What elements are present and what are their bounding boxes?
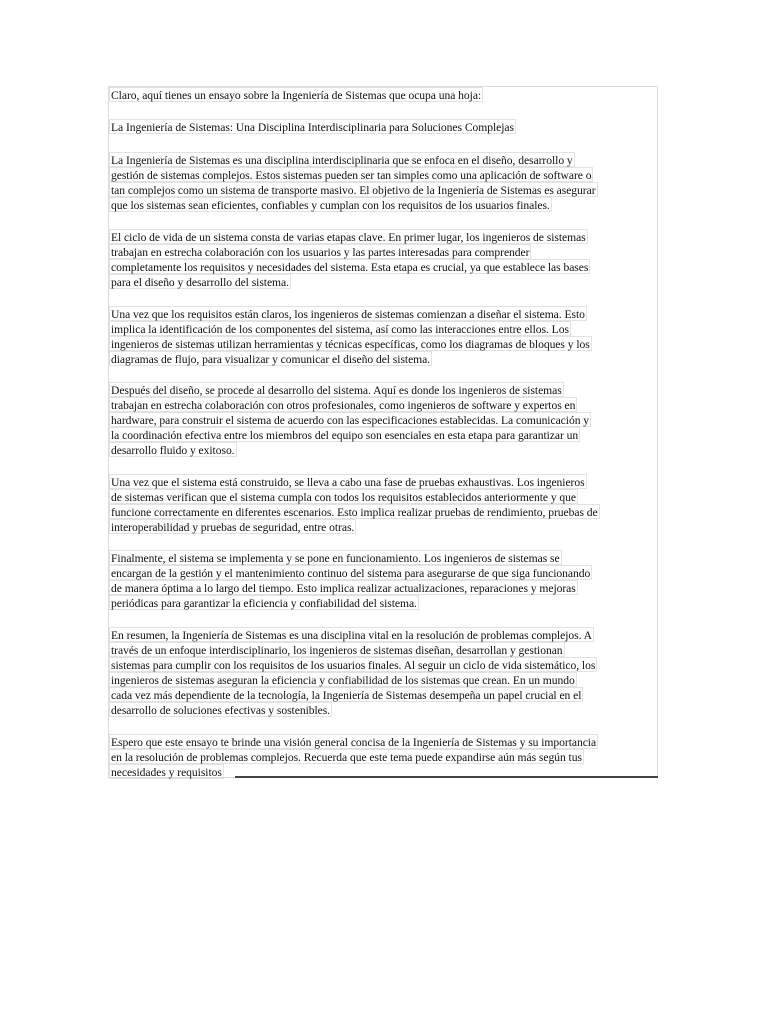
- paragraph-4-line: hardware, para construir el sistema de acuerdo con las especificaciones establecidas. La comunicación y: [111, 414, 590, 427]
- paragraph-2-line: completamente los requisitos y necesidades del sistema. Esta etapa es crucial, ya que establece las bases: [111, 261, 589, 274]
- paragraph-7-line: través de un enfoque interdisciplinario, los ingenieros de sistemas diseñan, desarrollan y gestionan: [111, 644, 563, 657]
- paragraph-1-line: La Ingeniería de Sistemas es una disciplina interdisciplinaria que se enfoca en el diseño, desarrollo y: [111, 154, 573, 167]
- paragraph-5-line: Una vez que el sistema está construido, se lleva a cabo una fase de pruebas exhaustivas. Los ingenieros: [111, 476, 585, 489]
- paragraph-4-line: trabajan en estrecha colaboración con otros profesionales, como ingenieros de software y expertos en: [111, 399, 576, 412]
- paragraph-6-line: encargan de la gestión y el mantenimiento continuo del sistema para asegurarse de que siga funcionando: [111, 567, 591, 580]
- paragraph-5-line: funcione correctamente en diferentes escenarios. Esto implica realizar pruebas de rendimiento, pruebas de: [111, 506, 598, 519]
- paragraph-7-line: En resumen, la Ingeniería de Sistemas es una disciplina vital en la resolución de problemas complejos. A: [111, 629, 592, 642]
- paragraph-8-line: necesidades y requisitos: [111, 766, 222, 779]
- paragraph-7-line: cada vez más dependiente de la tecnología, la Ingeniería de Sistemas desempeña un papel crucial en el: [111, 689, 582, 702]
- paragraph-2-line: El ciclo de vida de un sistema consta de varias etapas clave. En primer lugar, los ingenieros de sistemas: [111, 231, 586, 244]
- paragraph-2-line: para el diseño y desarrollo del sistema.: [111, 276, 289, 289]
- paragraph-6-line: Finalmente, el sistema se implementa y se pone en funcionamiento. Los ingenieros de sistemas se: [111, 552, 560, 565]
- paragraph-3-line: Una vez que los requisitos están claros, los ingenieros de sistemas comienzan a diseñar el sistema. Esto: [111, 308, 585, 321]
- essay-title: La Ingeniería de Sistemas: Una Disciplina Interdisciplinaria para Soluciones Complejas: [111, 121, 514, 134]
- paragraph-3-line: diagramas de flujo, para visualizar y comunicar el diseño del sistema.: [111, 353, 431, 366]
- paragraph-6-line: periódicas para garantizar la eficiencia y confiabilidad del sistema.: [111, 597, 417, 610]
- paragraph-8-line: Espero que este ensayo te brinde una visión general concisa de la Ingeniería de Sistemas y su importancia: [111, 736, 597, 749]
- paragraph-1-line: tan complejos como un sistema de transporte masivo. El objetivo de la Ingeniería de Sistemas es asegurar: [111, 184, 596, 197]
- paragraph-5-line: de sistemas verifican que el sistema cumpla con todos los requisitos establecidos anteriormente y que: [111, 491, 577, 504]
- paragraph-3-line: ingenieros de sistemas utilizan herramientas y técnicas específicas, como los diagramas de bloques y los: [111, 338, 590, 351]
- paragraph-2-line: trabajan en estrecha colaboración con los usuarios y las partes interesadas para comprender: [111, 246, 530, 259]
- paragraph-5-line: interoperabilidad y pruebas de seguridad, entre otras.: [111, 521, 355, 534]
- page-bottom-rule: [235, 776, 658, 778]
- paragraph-7-line: sistemas para cumplir con los requisitos de los usuarios finales. Al seguir un ciclo de vida sistemático, los: [111, 659, 596, 672]
- paragraph-4-line: desarrollo fluido y exitoso.: [111, 444, 235, 457]
- paragraph-7-line: desarrollo de soluciones efectivas y sostenibles.: [111, 704, 331, 717]
- paragraph-6-line: de manera óptima a lo largo del tiempo. Esto implica realizar actualizaciones, reparaciones y mejoras: [111, 582, 576, 595]
- paragraph-4-line: Después del diseño, se procede al desarrollo del sistema. Aquí es donde los ingenieros de sistemas: [111, 384, 562, 397]
- intro-line: Claro, aquí tienes un ensayo sobre la Ingeniería de Sistemas que ocupa una hoja:: [111, 89, 482, 102]
- paragraph-1-line: que los sistemas sean eficientes, confiables y cumplan con los requisitos de los usuarios finales.: [111, 199, 550, 212]
- paragraph-7-line: ingenieros de sistemas aseguran la eficiencia y confiabilidad de los sistemas que crean. En un mundo: [111, 674, 575, 687]
- paragraph-4-line: la coordinación efectiva entre los miembros del equipo son esenciales en esta etapa para garantizar un: [111, 429, 579, 442]
- paragraph-3-line: implica la identificación de los componentes del sistema, así como las interacciones entre ellos. Los: [111, 323, 569, 336]
- paragraph-1-line: gestión de sistemas complejos. Estos sistemas pueden ser tan simples como una aplicación de software o: [111, 169, 592, 182]
- paragraph-8-line: en la resolución de problemas complejos. Recuerda que este tema puede expandirse aún más según tus: [111, 751, 582, 764]
